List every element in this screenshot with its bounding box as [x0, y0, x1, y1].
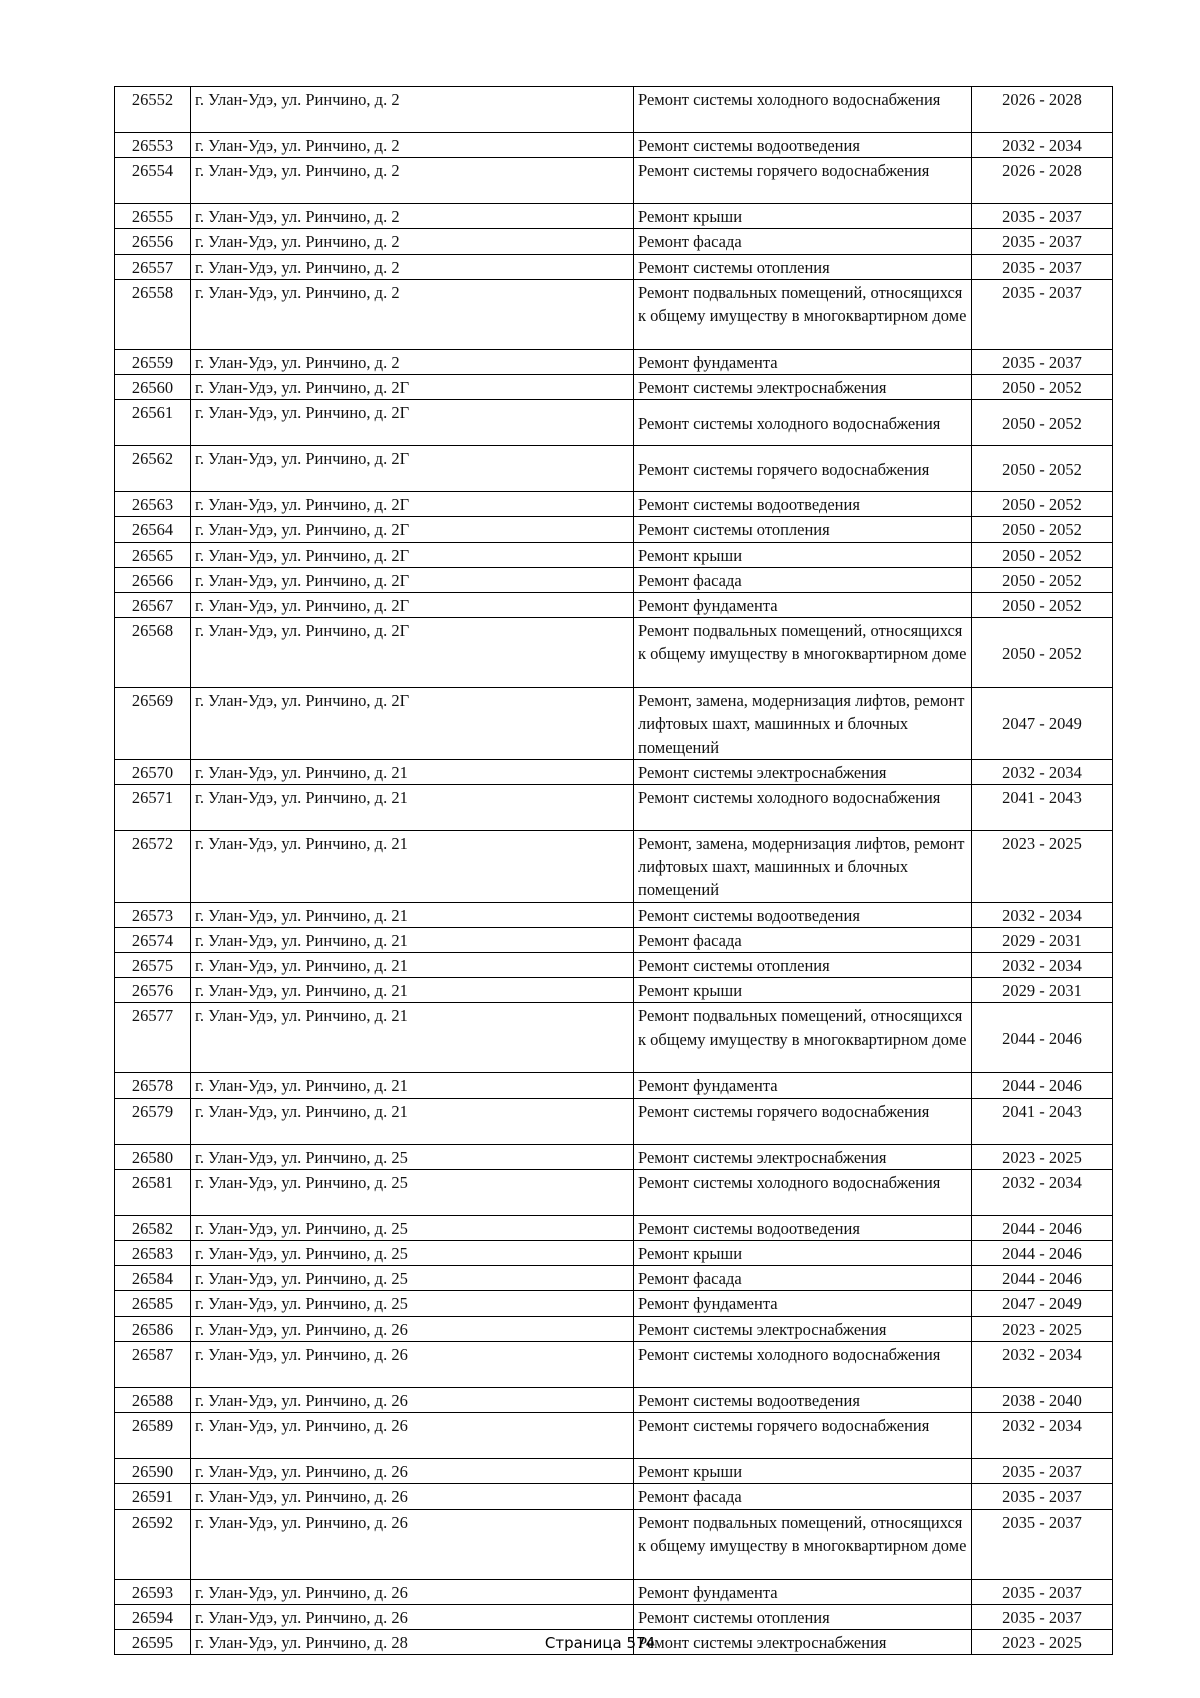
- row-address: г. Улан-Удэ, ул. Ринчино, д. 25: [191, 1241, 634, 1266]
- row-address: г. Улан-Удэ, ул. Ринчино, д. 26: [191, 1509, 634, 1579]
- row-work-type: Ремонт крыши: [634, 542, 972, 567]
- row-number: 26575: [115, 953, 191, 978]
- row-address: г. Улан-Удэ, ул. Ринчино, д. 25: [191, 1169, 634, 1215]
- table-row: [115, 1266, 1113, 1291]
- row-work-type: Ремонт фасада: [634, 229, 972, 254]
- row-address: г. Улан-Удэ, ул. Ринчино, д. 2: [191, 279, 634, 349]
- row-period: 2032 - 2034: [972, 1413, 1113, 1459]
- table-row: [115, 1215, 1113, 1240]
- row-number: 26581: [115, 1169, 191, 1215]
- row-period: 2035 - 2037: [972, 1509, 1113, 1579]
- table-row: [115, 1509, 1113, 1579]
- row-period: 2035 - 2037: [972, 279, 1113, 349]
- row-period: 2050 - 2052: [972, 492, 1113, 517]
- table-row: [115, 618, 1113, 688]
- row-number: 26560: [115, 375, 191, 400]
- row-period: 2032 - 2034: [972, 953, 1113, 978]
- row-period: 2050 - 2052: [972, 375, 1113, 400]
- row-work-type: Ремонт фасада: [634, 1484, 972, 1509]
- table-row: [115, 831, 1113, 903]
- row-period: 2047 - 2049: [972, 688, 1113, 760]
- row-period: 2050 - 2052: [972, 567, 1113, 592]
- row-number: 26554: [115, 158, 191, 204]
- row-address: г. Улан-Удэ, ул. Ринчино, д. 26: [191, 1341, 634, 1387]
- row-address: г. Улан-Удэ, ул. Ринчино, д. 26: [191, 1604, 634, 1629]
- table-row: [115, 254, 1113, 279]
- row-work-type: Ремонт системы холодного водоснабжения: [634, 1169, 972, 1215]
- row-work-type: Ремонт системы горячего водоснабжения: [634, 446, 972, 492]
- table-row: [115, 567, 1113, 592]
- row-work-type: Ремонт системы водоотведения: [634, 492, 972, 517]
- row-work-type: Ремонт системы горячего водоснабжения: [634, 1413, 972, 1459]
- row-address: г. Улан-Удэ, ул. Ринчино, д. 21: [191, 1098, 634, 1144]
- row-period: 2050 - 2052: [972, 542, 1113, 567]
- row-work-type: Ремонт системы электроснабжения: [634, 759, 972, 784]
- row-address: г. Улан-Удэ, ул. Ринчино, д. 21: [191, 1073, 634, 1098]
- row-address: г. Улан-Удэ, ул. Ринчино, д. 2: [191, 204, 634, 229]
- row-work-type: Ремонт фундамента: [634, 349, 972, 374]
- row-number: 26573: [115, 902, 191, 927]
- table-row: [115, 785, 1113, 831]
- row-number: 26574: [115, 927, 191, 952]
- row-work-type: Ремонт подвальных помещений, относящихся к общему имуществу в многоквартирном доме: [634, 1509, 972, 1579]
- row-period: 2035 - 2037: [972, 254, 1113, 279]
- row-number: 26562: [115, 446, 191, 492]
- row-address: г. Улан-Удэ, ул. Ринчино, д. 2: [191, 158, 634, 204]
- row-number: 26580: [115, 1144, 191, 1169]
- row-address: г. Улан-Удэ, ул. Ринчино, д. 2Г: [191, 446, 634, 492]
- row-number: 26558: [115, 279, 191, 349]
- row-work-type: Ремонт крыши: [634, 978, 972, 1003]
- row-number: 26578: [115, 1073, 191, 1098]
- row-work-type: Ремонт системы электроснабжения: [634, 1629, 972, 1654]
- row-period: 2050 - 2052: [972, 618, 1113, 688]
- row-number: 26595: [115, 1629, 191, 1654]
- table-row: [115, 1579, 1113, 1604]
- row-address: г. Улан-Удэ, ул. Ринчино, д. 2Г: [191, 542, 634, 567]
- row-number: 26571: [115, 785, 191, 831]
- row-number: 26552: [115, 87, 191, 133]
- row-address: г. Улан-Удэ, ул. Ринчино, д. 2Г: [191, 492, 634, 517]
- row-work-type: Ремонт фундамента: [634, 593, 972, 618]
- table-row: [115, 1341, 1113, 1387]
- table-row: [115, 1073, 1113, 1098]
- row-work-type: Ремонт системы отопления: [634, 254, 972, 279]
- row-work-type: Ремонт фундамента: [634, 1073, 972, 1098]
- row-period: 2023 - 2025: [972, 1144, 1113, 1169]
- row-work-type: Ремонт фасада: [634, 567, 972, 592]
- row-period: 2035 - 2037: [972, 229, 1113, 254]
- table-row: [115, 688, 1113, 760]
- table-row: [115, 133, 1113, 158]
- row-number: 26576: [115, 978, 191, 1003]
- row-address: г. Улан-Удэ, ул. Ринчино, д. 28: [191, 1629, 634, 1654]
- row-address: г. Улан-Удэ, ул. Ринчино, д. 2Г: [191, 517, 634, 542]
- row-address: г. Улан-Удэ, ул. Ринчино, д. 2Г: [191, 567, 634, 592]
- row-address: г. Улан-Удэ, ул. Ринчино, д. 26: [191, 1316, 634, 1341]
- row-period: 2047 - 2049: [972, 1291, 1113, 1316]
- row-work-type: Ремонт системы водоотведения: [634, 1387, 972, 1412]
- table-row: [115, 87, 1113, 133]
- row-work-type: Ремонт крыши: [634, 204, 972, 229]
- row-address: г. Улан-Удэ, ул. Ринчино, д. 2: [191, 254, 634, 279]
- row-work-type: Ремонт крыши: [634, 1459, 972, 1484]
- table-row: [115, 1169, 1113, 1215]
- row-number: 26584: [115, 1266, 191, 1291]
- row-number: 26587: [115, 1341, 191, 1387]
- row-address: г. Улан-Удэ, ул. Ринчино, д. 2Г: [191, 593, 634, 618]
- table-row: [115, 927, 1113, 952]
- row-address: г. Улан-Удэ, ул. Ринчино, д. 26: [191, 1413, 634, 1459]
- row-work-type: Ремонт системы горячего водоснабжения: [634, 1098, 972, 1144]
- row-period: 2035 - 2037: [972, 349, 1113, 374]
- row-period: 2035 - 2037: [972, 1459, 1113, 1484]
- row-period: 2023 - 2025: [972, 1629, 1113, 1654]
- table-row: [115, 902, 1113, 927]
- table-row: [115, 517, 1113, 542]
- row-period: 2035 - 2037: [972, 1484, 1113, 1509]
- row-address: г. Улан-Удэ, ул. Ринчино, д. 26: [191, 1484, 634, 1509]
- row-number: 26582: [115, 1215, 191, 1240]
- row-period: 2029 - 2031: [972, 978, 1113, 1003]
- row-number: 26594: [115, 1604, 191, 1629]
- table-row: [115, 279, 1113, 349]
- row-number: 26559: [115, 349, 191, 374]
- row-number: 26572: [115, 831, 191, 903]
- row-period: 2044 - 2046: [972, 1003, 1113, 1073]
- row-number: 26564: [115, 517, 191, 542]
- row-period: 2050 - 2052: [972, 446, 1113, 492]
- row-number: 26591: [115, 1484, 191, 1509]
- row-number: 26563: [115, 492, 191, 517]
- row-period: 2044 - 2046: [972, 1073, 1113, 1098]
- row-work-type: Ремонт подвальных помещений, относящихся к общему имуществу в многоквартирном доме: [634, 1003, 972, 1073]
- row-number: 26589: [115, 1413, 191, 1459]
- table-row: [115, 1459, 1113, 1484]
- row-period: 2041 - 2043: [972, 785, 1113, 831]
- table-row: [115, 158, 1113, 204]
- table-row: [115, 1144, 1113, 1169]
- row-address: г. Улан-Удэ, ул. Ринчино, д. 26: [191, 1579, 634, 1604]
- page-number: Страница 574: [544, 1634, 656, 1652]
- row-period: 2035 - 2037: [972, 1579, 1113, 1604]
- row-address: г. Улан-Удэ, ул. Ринчино, д. 25: [191, 1215, 634, 1240]
- table-row: [115, 1387, 1113, 1412]
- row-work-type: Ремонт системы холодного водоснабжения: [634, 87, 972, 133]
- row-address: г. Улан-Удэ, ул. Ринчино, д. 21: [191, 902, 634, 927]
- table-row: [115, 978, 1113, 1003]
- row-work-type: Ремонт подвальных помещений, относящихся к общему имуществу в многоквартирном доме: [634, 279, 972, 349]
- table-row: [115, 1291, 1113, 1316]
- row-work-type: Ремонт, замена, модернизация лифтов, ремонт лифтовых шахт, машинных и блочных помещений: [634, 831, 972, 903]
- row-number: 26553: [115, 133, 191, 158]
- row-number: 26577: [115, 1003, 191, 1073]
- row-address: г. Улан-Удэ, ул. Ринчино, д. 2Г: [191, 400, 634, 446]
- row-period: 2032 - 2034: [972, 902, 1113, 927]
- row-work-type: Ремонт фасада: [634, 927, 972, 952]
- row-period: 2032 - 2034: [972, 759, 1113, 784]
- row-number: 26570: [115, 759, 191, 784]
- table-row: [115, 229, 1113, 254]
- row-period: 2023 - 2025: [972, 1316, 1113, 1341]
- row-address: г. Улан-Удэ, ул. Ринчино, д. 21: [191, 785, 634, 831]
- row-number: 26569: [115, 688, 191, 760]
- table-row: [115, 1413, 1113, 1459]
- table-row: [115, 349, 1113, 374]
- row-address: г. Улан-Удэ, ул. Ринчино, д. 2: [191, 87, 634, 133]
- row-number: 26588: [115, 1387, 191, 1412]
- row-work-type: Ремонт системы электроснабжения: [634, 375, 972, 400]
- row-work-type: Ремонт системы водоотведения: [634, 902, 972, 927]
- table-row: [115, 1484, 1113, 1509]
- row-period: 2038 - 2040: [972, 1387, 1113, 1412]
- table-row: [115, 446, 1113, 492]
- row-work-type: Ремонт, замена, модернизация лифтов, ремонт лифтовых шахт, машинных и блочных помещений: [634, 688, 972, 760]
- row-address: г. Улан-Удэ, ул. Ринчино, д. 21: [191, 927, 634, 952]
- row-work-type: Ремонт системы отопления: [634, 517, 972, 542]
- row-address: г. Улан-Удэ, ул. Ринчино, д. 21: [191, 1003, 634, 1073]
- row-work-type: Ремонт системы электроснабжения: [634, 1316, 972, 1341]
- table-row: [115, 1241, 1113, 1266]
- row-work-type: Ремонт системы отопления: [634, 953, 972, 978]
- row-period: 2029 - 2031: [972, 927, 1113, 952]
- row-address: г. Улан-Удэ, ул. Ринчино, д. 25: [191, 1291, 634, 1316]
- row-work-type: Ремонт системы горячего водоснабжения: [634, 158, 972, 204]
- row-address: г. Улан-Удэ, ул. Ринчино, д. 26: [191, 1459, 634, 1484]
- row-period: 2044 - 2046: [972, 1241, 1113, 1266]
- row-number: 26561: [115, 400, 191, 446]
- row-address: г. Улан-Удэ, ул. Ринчино, д. 2Г: [191, 688, 634, 760]
- table-row: [115, 542, 1113, 567]
- row-number: 26568: [115, 618, 191, 688]
- row-address: г. Улан-Удэ, ул. Ринчино, д. 21: [191, 831, 634, 903]
- row-work-type: Ремонт системы электроснабжения: [634, 1144, 972, 1169]
- row-work-type: Ремонт системы холодного водоснабжения: [634, 785, 972, 831]
- row-address: г. Улан-Удэ, ул. Ринчино, д. 2: [191, 349, 634, 374]
- row-period: 2044 - 2046: [972, 1266, 1113, 1291]
- row-period: 2023 - 2025: [972, 831, 1113, 903]
- table-row: [115, 953, 1113, 978]
- row-address: г. Улан-Удэ, ул. Ринчино, д. 25: [191, 1144, 634, 1169]
- row-work-type: Ремонт подвальных помещений, относящихся к общему имуществу в многоквартирном доме: [634, 618, 972, 688]
- row-address: г. Улан-Удэ, ул. Ринчино, д. 25: [191, 1266, 634, 1291]
- table-row: [115, 1604, 1113, 1629]
- row-number: 26566: [115, 567, 191, 592]
- table-row: [115, 1316, 1113, 1341]
- row-period: 2050 - 2052: [972, 593, 1113, 618]
- table-row: [115, 400, 1113, 446]
- table-row: [115, 492, 1113, 517]
- row-work-type: Ремонт системы отопления: [634, 1604, 972, 1629]
- table-row: [115, 204, 1113, 229]
- row-period: 2026 - 2028: [972, 158, 1113, 204]
- table-row: [115, 759, 1113, 784]
- row-number: 26586: [115, 1316, 191, 1341]
- row-period: 2032 - 2034: [972, 1169, 1113, 1215]
- row-work-type: Ремонт фасада: [634, 1266, 972, 1291]
- row-work-type: Ремонт системы водоотведения: [634, 1215, 972, 1240]
- row-address: г. Улан-Удэ, ул. Ринчино, д. 2Г: [191, 375, 634, 400]
- table-body: [115, 87, 1113, 1655]
- row-address: г. Улан-Удэ, ул. Ринчино, д. 21: [191, 978, 634, 1003]
- table-row: [115, 593, 1113, 618]
- row-address: г. Улан-Удэ, ул. Ринчино, д. 21: [191, 759, 634, 784]
- row-period: 2035 - 2037: [972, 204, 1113, 229]
- row-number: 26567: [115, 593, 191, 618]
- row-number: 26557: [115, 254, 191, 279]
- row-period: 2032 - 2034: [972, 1341, 1113, 1387]
- row-work-type: Ремонт фундамента: [634, 1291, 972, 1316]
- row-number: 26585: [115, 1291, 191, 1316]
- row-period: 2035 - 2037: [972, 1604, 1113, 1629]
- row-number: 26556: [115, 229, 191, 254]
- row-number: 26579: [115, 1098, 191, 1144]
- row-address: г. Улан-Удэ, ул. Ринчино, д. 2: [191, 229, 634, 254]
- table-row: [115, 375, 1113, 400]
- row-address: г. Улан-Удэ, ул. Ринчино, д. 2Г: [191, 618, 634, 688]
- row-work-type: Ремонт системы холодного водоснабжения: [634, 400, 972, 446]
- row-number: 26555: [115, 204, 191, 229]
- row-number: 26583: [115, 1241, 191, 1266]
- row-work-type: Ремонт системы холодного водоснабжения: [634, 1341, 972, 1387]
- row-address: г. Улан-Удэ, ул. Ринчино, д. 26: [191, 1387, 634, 1412]
- row-period: 2041 - 2043: [972, 1098, 1113, 1144]
- table-row: [115, 1003, 1113, 1073]
- row-period: 2050 - 2052: [972, 400, 1113, 446]
- row-period: 2026 - 2028: [972, 87, 1113, 133]
- row-work-type: Ремонт крыши: [634, 1241, 972, 1266]
- row-period: 2032 - 2034: [972, 133, 1113, 158]
- row-period: 2044 - 2046: [972, 1215, 1113, 1240]
- row-number: 26592: [115, 1509, 191, 1579]
- row-period: 2050 - 2052: [972, 517, 1113, 542]
- row-work-type: Ремонт фундамента: [634, 1579, 972, 1604]
- row-number: 26590: [115, 1459, 191, 1484]
- row-address: г. Улан-Удэ, ул. Ринчино, д. 2: [191, 133, 634, 158]
- row-address: г. Улан-Удэ, ул. Ринчино, д. 21: [191, 953, 634, 978]
- row-number: 26593: [115, 1579, 191, 1604]
- works-table: [114, 86, 1113, 1655]
- table-row: [115, 1098, 1113, 1144]
- row-work-type: Ремонт системы водоотведения: [634, 133, 972, 158]
- row-number: 26565: [115, 542, 191, 567]
